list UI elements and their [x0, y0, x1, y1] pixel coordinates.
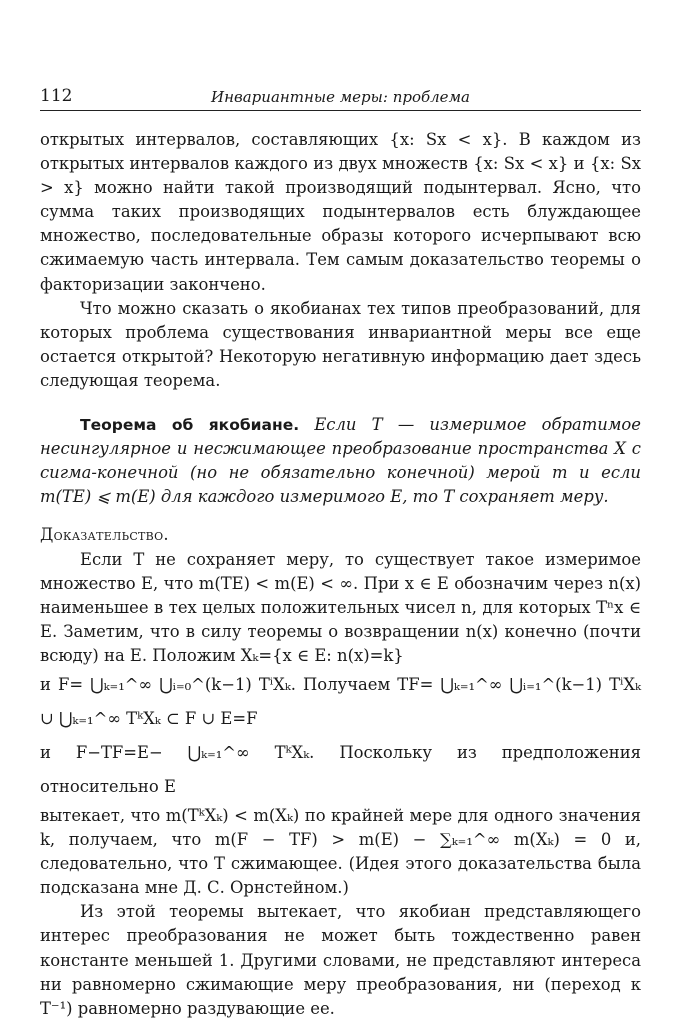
- running-header: [40, 86, 641, 111]
- proof-label: Доказательство.: [40, 525, 169, 545]
- theorem-statement: Если T — измеримое обратимое несингулярное и несжимающее преобразование пространства X с сигма-конечной (но не обязательно конечной) мерой m и если m(TE) ⩽ m(E) для каждого измеримого E, то T сохраняет меру.: [40, 415, 642, 507]
- paragraph-question: Что можно сказать о якобианах тех типов преобразований, для которых проблема существования инвариантной меры все еще остается открытой? Некоторую негативную информацию дает здесь следующая теорема.: [40, 298, 641, 390]
- theorem-title: Теорема об якобиане.: [80, 416, 300, 435]
- paragraph-corollary: Из этой теоремы вытекает, что якобиан представляющего интерес преобразования не может быть тождественно равен константе меньшей 1. Другими словами, не представляют интереса ни равномерно сжимающие меру преобразования, ни (переход к T⁻¹) равномерно раздувающие ее.: [40, 902, 641, 1018]
- proof-equation-union: и F= ⋃ₖ₌₁^∞ ⋃ᵢ₌₀^(k−1) TⁱXₖ. Получаем TF= ⋃ₖ₌₁^∞ ⋃ᵢ₌₁^(k−1) TⁱXₖ ∪ ⋃ₖ₌₁^∞ TᵏXₖ ⊂ F ∪ E=F: [40, 674, 641, 728]
- page-body: [40, 128, 641, 1021]
- proof-conclusion: вытекает, что m(TᵏXₖ) < m(Xₖ) по крайней мере для одного значения k, получаем, что m(F − TF) > m(E) − ∑ₖ₌₁^∞ m(Xₖ) = 0 и, следовательно, что T сжимающее. (Идея этого доказательства была подсказана мне Д. С. Орнстейном.): [40, 805, 641, 898]
- theorem: [40, 413, 641, 509]
- running-title: Инвариантные меры: проблема: [211, 88, 470, 106]
- paragraph-continuation: открытых интервалов, составляющих {x: Sx < x}. В каждом из открытых интервалов каждого из двух множеств {x: Sx < x} и {x: Sx > x} можно найти такой производящий подынтервал. Ясно, что сумма таких производящих подынтервалов есть блуждающее множество, последовательные образы которого исчерпывают всю сжимаемую часть интервала. Тем самым доказательство теоремы о факторизации закончено.: [40, 130, 641, 294]
- proof-paragraph: Если T не сохраняет меру, то существует такое измеримое множество E, что m(TE) < m(E) < ∞. При x ∈ E обозначим через n(x) наименьшее в тех целых положительных чисел n, для которых Tⁿx ∈ E. Заметим, что в силу теоремы о возвращении n(x) конечно (почти всюду) на E. Положим Xₖ={x ∈ E: n(x)=k}: [40, 549, 641, 665]
- proof-equation-difference: и F−TF=E− ⋃ₖ₌₁^∞ TᵏXₖ. Поскольку из предположения относительно E: [40, 742, 641, 796]
- page-number: 112: [40, 86, 73, 106]
